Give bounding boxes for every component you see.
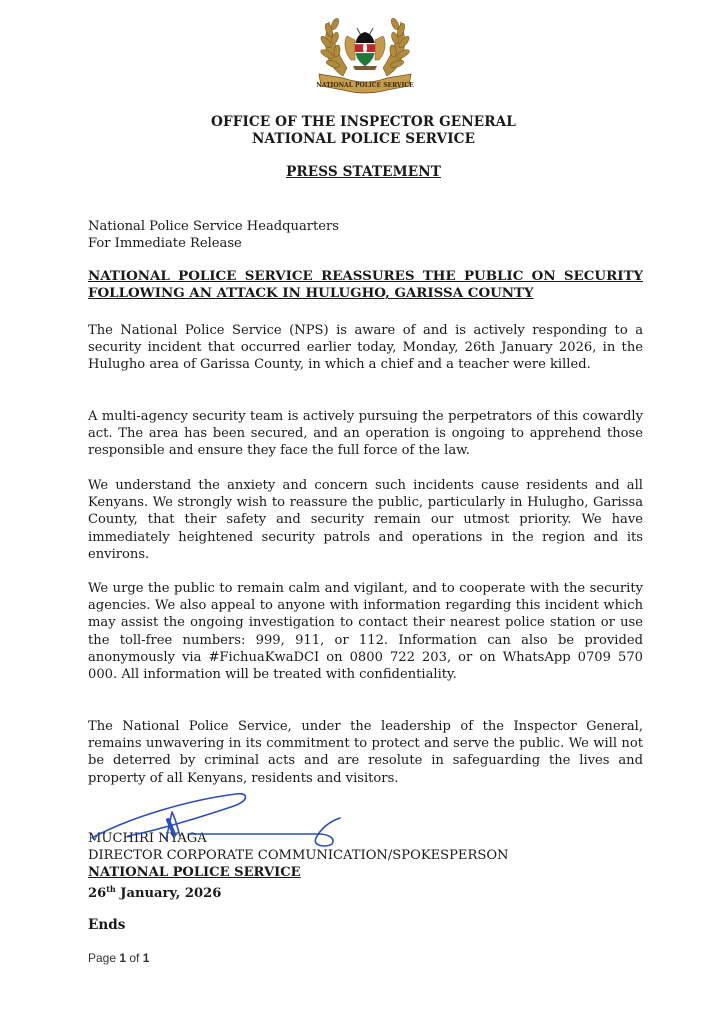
- date-suffix: th: [106, 884, 116, 894]
- paragraph-4: We urge the public to remain calm and vigilant, and to cooperate with the security agencies. We also appeal to anyone with information regarding this incident which may assist the ongoing investigation to contact their nearest police station or use the toll-free numbers: 999, 911, or 112. Information can also be provided anonymously via #FichuaKwaDCI on 0800 722 203, or on WhatsApp 0709 570 000. All information will be treated with confidentiality.: [88, 581, 643, 683]
- organization-heading: NATIONAL POLICE SERVICE: [251, 131, 476, 147]
- date-rest: January, 2026: [115, 886, 222, 901]
- office-heading: OFFICE OF THE INSPECTOR GENERAL: [211, 114, 516, 130]
- page-current: 1: [119, 951, 127, 965]
- svg-text:NATIONAL POLICE SERVICE: NATIONAL POLICE SERVICE: [316, 82, 414, 89]
- page-mid: of: [126, 951, 143, 965]
- national-police-service-emblem-icon: [313, 6, 417, 94]
- ends-marker: Ends: [88, 917, 126, 933]
- page-total: 1: [142, 951, 150, 965]
- signatory-name: MUCHIRI NYAGA: [88, 831, 207, 846]
- release-type: For Immediate Release: [88, 236, 242, 252]
- page-prefix: Page: [88, 951, 120, 965]
- signatory-title: DIRECTOR CORPORATE COMMUNICATION/SPOKESPERSON: [88, 848, 509, 863]
- statement-date: [88, 881, 221, 902]
- statement-title: NATIONAL POLICE SERVICE REASSURES THE PUBLIC ON SECURITY FOLLOWING AN ATTACK IN HULUGHO, GARISSA COUNTY: [88, 268, 643, 302]
- release-meta: [88, 218, 643, 252]
- paragraph-2: A multi-agency security team is actively pursuing the perpetrators of this cowardly act. The area has been secured, and an operation is ongoing to apprehend those responsible and ensure they face the full force of the law.: [88, 409, 643, 459]
- paragraph-3: We understand the anxiety and concern such incidents cause residents and all Kenyans. We strongly wish to reassure the public, particularly in Hulugho, Garissa County, that their safety and security remain our utmost priority. We have immediately heightened security patrols and operations in the region and its environs.: [88, 478, 643, 562]
- release-origin: National Police Service Headquarters: [88, 219, 339, 234]
- date-day: 26: [88, 886, 107, 901]
- paragraph-5: The National Police Service, under the leadership of the Inspector General, remains unwavering in its commitment to protect and serve the public. We will not be deterred by criminal acts and are resolute in safeguarding the lives and property of all Kenyans, residents and visitors.: [88, 719, 643, 786]
- page-number: [88, 951, 149, 965]
- signatory-organization: NATIONAL POLICE SERVICE: [88, 865, 301, 880]
- document-type-heading: PRESS STATEMENT: [286, 164, 441, 180]
- paragraph-1: The National Police Service (NPS) is aware of and is actively responding to a security incident that occurred earlier today, Monday, 26th January 2026, in the Hulugho area of Garissa County, in which a chief and a teacher were killed.: [88, 323, 643, 373]
